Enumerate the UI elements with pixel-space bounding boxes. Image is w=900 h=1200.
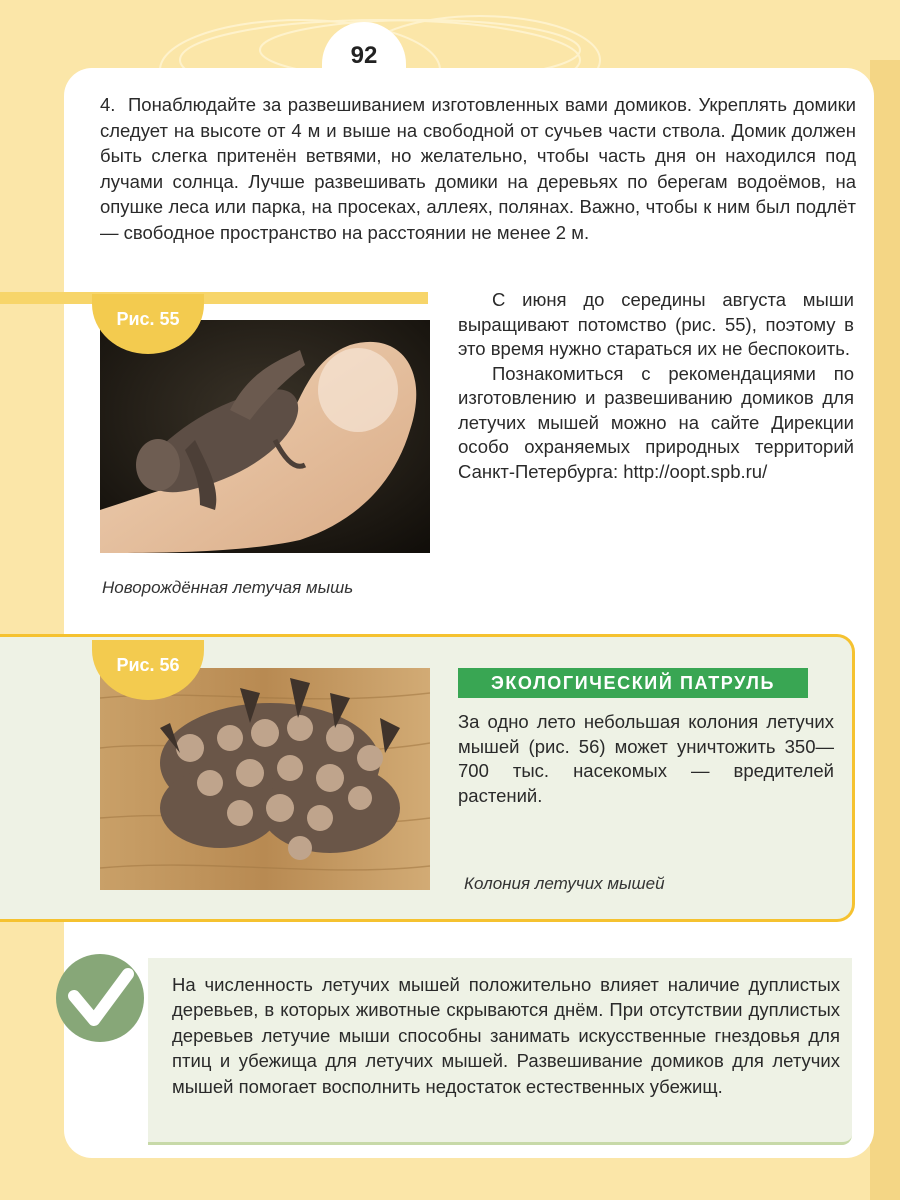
page-number: 92 [350,42,378,69]
figure-55-band [0,292,428,304]
figure-55-label: Рис. 55 [92,294,204,354]
figure-55-photo [100,320,430,553]
side-paragraph-2: Познакомиться с рекомендациями по изготовлению и развешиванию домиков для летучих мышей можно на сайте Дирекции особо охраняемых природных территорий Санкт-Петербурга: http://oopt.spb.ru/ [458,362,854,482]
eco-patrol-text: За одно лето небольшая колония летучих мышей (рис. 56) может уничтожить 350—700 тыс. насекомых — вредителей растений. [458,711,834,806]
step-4 [100,92,856,246]
figure-56-label: Рис. 56 [92,640,204,700]
eco-patrol-title: ЭКОЛОГИЧЕСКИЙ ПАТРУЛЬ [458,668,808,698]
side-paragraph-1: С июня до середины августа мыши выращивают потомство (рис. 55), поэтому в это время нужно стараться их не беспокоить. [458,289,854,359]
page-edge [870,60,900,1200]
step-text: Понаблюдайте за развешиванием изготовленных вами домиков. Укреплять домики следует на высоте от 4 м и выше на свободной от сучьев части ствола. Домик должен быть слегка притенён ветвями, но желательно, чтобы часть дня он находился под лучами солнца. Лучше развешивать домики на деревьях по берегам водоёмов, на опушке леса или парка, на просеках, аллеях, полянах. Важно, чтобы к ним был подлёт — свободное пространство на расстоянии не менее 2 м. [100,94,856,243]
side-text [458,288,854,484]
figure-55-caption: Новорождённая летучая мышь [102,578,354,597]
figure-56-caption: Колония летучих мышей [464,874,665,893]
checkmark-icon [56,954,144,1042]
figure-56-photo [100,668,430,890]
step-number: 4. [100,94,116,115]
summary-text: На численность летучих мышей положительно влияет наличие дуплистых деревьев, в которых животные скрываются днём. При отсутствии дуплистых деревьев летучие мыши способны занимать искусственные гнездовья для птиц и убежища для летучих мышей. Развешивание домиков для летучих мышей помогает восполнить недостаток естественных убежищ. [172,974,840,1097]
